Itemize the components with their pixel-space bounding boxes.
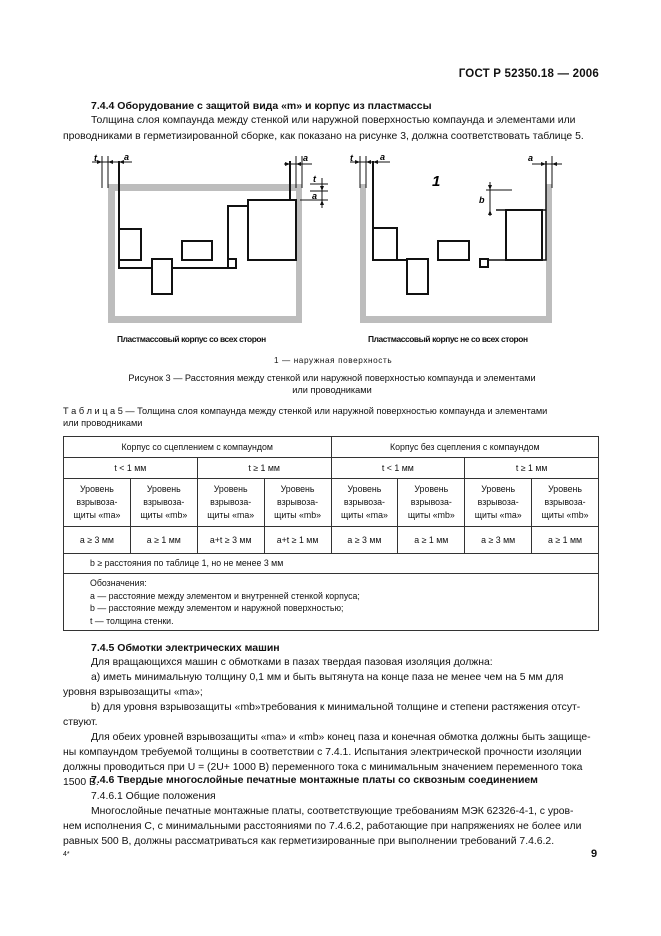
page-number: 9: [591, 848, 598, 860]
right-label-b: b: [479, 195, 485, 205]
table5-title-line2: или проводниками: [63, 418, 143, 428]
section-746-p1b: нем исполнения С, с минимальными расстояниями по 7.4.6.2, работающие при напряжениях не более или: [63, 821, 582, 832]
level-header: Уровень взрывоза- щиты «mb»: [130, 479, 197, 527]
level-header: Уровень взрывоза- щиты «ma»: [465, 479, 532, 527]
right-diagram: [350, 152, 562, 323]
section-745-p4a: Для обеих уровней взрывозащиты «ma» и «mb» конец паза и конечная обмотка должны быть защище-: [91, 732, 591, 743]
t-ge-1mm-a: t ≥ 1 мм: [197, 458, 331, 479]
left-diagram-caption: Пластмассовый корпус со всех сторон: [117, 334, 266, 344]
right-label-1: 1: [432, 173, 441, 190]
figure-3: [0, 148, 661, 378]
table5-title-line1: Т а б л и ц а 5 — Толщина слоя компаунда между стенкой или наружной поверхностью компаунда и элементами: [63, 406, 548, 416]
document-header: ГОСТ Р 52350.18 — 2006: [458, 68, 599, 80]
value-cell: a ≥ 3 мм: [465, 527, 532, 554]
level-header: Уровень взрывоза- щиты «mb»: [264, 479, 331, 527]
section-745-p4b: ны компаундом требуемой толщины в соответствии с 7.4.1. Испытания электрической прочности изоляции: [63, 747, 582, 758]
section-745-p4d: 1500 В.: [63, 777, 99, 788]
b-requirement-row: b ≥ расстояния по таблице 1, но не менее 3 мм: [64, 554, 599, 574]
section-746-sub: 7.4.6.1 Общие положения: [91, 791, 216, 802]
left-diagram: [92, 152, 328, 323]
value-cell: a+t ≥ 3 мм: [197, 527, 264, 554]
figure-caption-line1: Рисунок 3 — Расстояния между стенкой или наружной поверхностью компаунда и элементами: [128, 373, 536, 383]
t-ge-1mm-b: t ≥ 1 мм: [465, 458, 599, 479]
level-header: Уровень взрывоза- щиты «ma»: [331, 479, 398, 527]
level-header: Уровень взрывоза- щиты «ma»: [64, 479, 131, 527]
level-header: Уровень взрывоза- щиты «ma»: [197, 479, 264, 527]
value-cell: a ≥ 3 мм: [331, 527, 398, 554]
table-5: [63, 436, 599, 631]
level-header: Уровень взрывоза- щиты «mb»: [398, 479, 465, 527]
section-745-p4c: должны проводиться при U = (2U+ 1000 В) переменного тока с минимальным значением переменного тока: [63, 762, 583, 773]
value-cell: a ≥ 3 мм: [64, 527, 131, 554]
left-label-t: t: [94, 153, 97, 163]
group-with-adhesion: Корпус со сцеплением с компаундом: [64, 437, 332, 458]
footer-mark: 4*: [63, 851, 70, 858]
right-label-a: a: [380, 152, 386, 162]
section-746-p1c: равных 500 В, должны рассматриваться как герметизированные при выполнении требований 7.4.6.2.: [63, 836, 555, 847]
section-745-title: 7.4.5 Обмотки электрических машин: [91, 642, 280, 654]
t-less-1mm-a: t < 1 мм: [64, 458, 198, 479]
section-745-p2b: уровня взрывозащиты «ma»;: [63, 687, 203, 698]
t-less-1mm-b: t < 1 мм: [331, 458, 465, 479]
section-746-title: 7.4.6 Твердые многослойные печатные монтажные платы со сквозным соединением: [91, 774, 538, 786]
value-cell: a ≥ 1 мм: [532, 527, 599, 554]
table5-notes: Обозначения: a — расстояние между элементом и внутренней стенкой корпуса; b — расстояние между элементом и наружной поверхностью; t — толщина стенки.: [64, 574, 599, 631]
value-cell: a ≥ 1 мм: [398, 527, 465, 554]
section-744-text: Толщина слоя компаунда между стенкой или наружной поверхностью компаунда и элементами или проводниками в герметизированной сборке, как показано на рисунке 3, должна соответствовать таблице 5.: [63, 115, 584, 142]
section-745-p3a: b) для уровня взрывозащиты «mb»требования к минимальной толщине и степени растяжения отсут-: [91, 702, 581, 713]
left-label-t2: t: [313, 174, 316, 184]
left-label-a: a: [124, 152, 130, 162]
left-label-a3: a: [312, 191, 318, 201]
right-diagram-caption: Пластмассовый корпус не со всех сторон: [368, 334, 528, 344]
right-label-a2: a: [528, 153, 534, 163]
section-745-p2a: а) иметь минимальную толщину 0,1 мм и быть вытянута на конце паза не менее чем на 5 мм для: [91, 672, 564, 683]
section-744-title: 7.4.4 Оборудование с защитой вида «m» и корпус из пластмассы: [91, 100, 432, 112]
right-label-t: t: [350, 153, 353, 163]
section-745-p1: Для вращающихся машин с обмотками в пазах твердая пазовая изоляция должна:: [91, 657, 493, 668]
section-746-p1a: Многослойные печатные монтажные платы, соответствующие требованиям МЭК 62326-4-1, с уров-: [91, 806, 574, 817]
group-without-adhesion: Корпус без сцепления с компаундом: [331, 437, 599, 458]
figure-caption-line2: или проводниками: [292, 385, 372, 395]
value-cell: a+t ≥ 1 мм: [264, 527, 331, 554]
left-label-a2: a: [303, 153, 309, 163]
value-cell: a ≥ 1 мм: [130, 527, 197, 554]
section-745-p3b: ствуют.: [63, 717, 98, 728]
figure-legend: 1 — наружная поверхность: [274, 356, 393, 365]
level-header: Уровень взрывоза- щиты «mb»: [532, 479, 599, 527]
